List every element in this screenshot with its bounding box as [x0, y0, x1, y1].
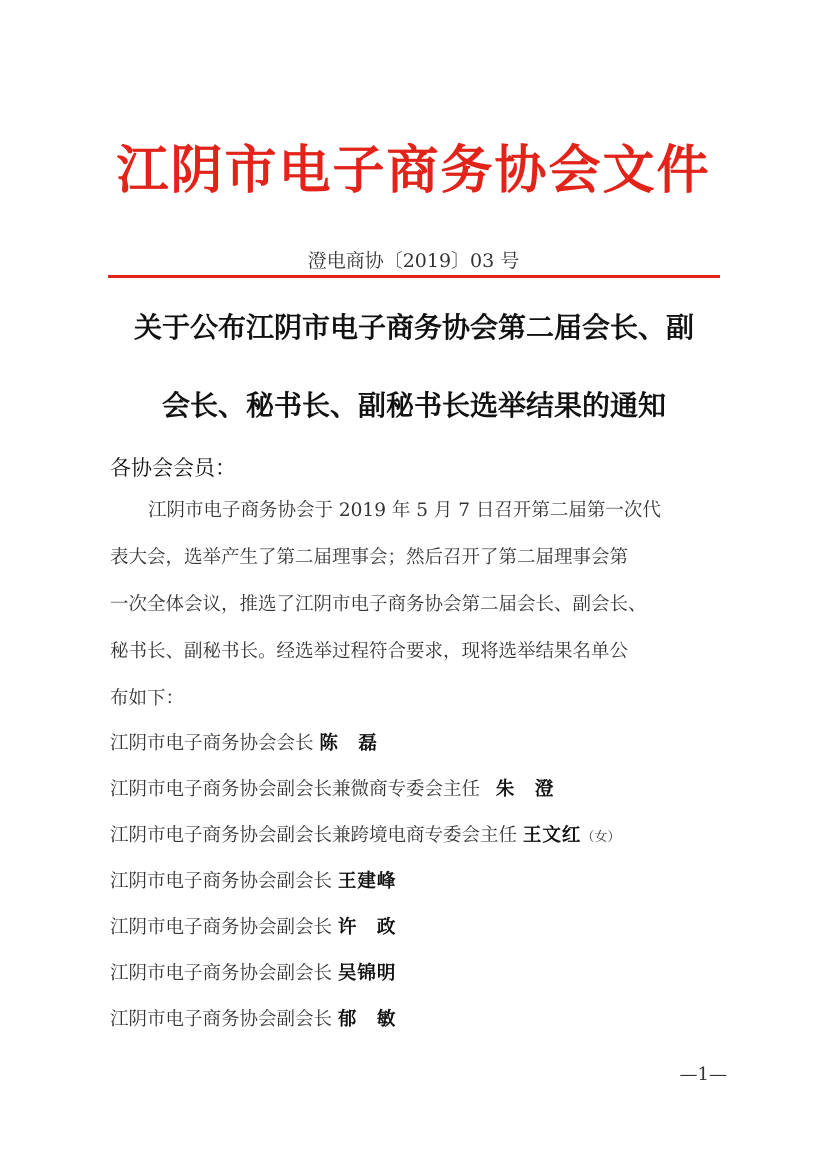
body-paragraph-line: 江阴市电子商务协会于 2019 年 5 月 7 日召开第二届第一次代 [148, 500, 661, 521]
officer-note: （女） [581, 830, 621, 845]
officer-name: 王文红 [522, 825, 582, 846]
body-paragraph-line: 秘书长、副秘书长。经选举过程符合要求，现将选举结果名单公 [110, 641, 629, 662]
body-paragraph-line: 布如下： [110, 688, 185, 709]
body-paragraph-line: 一次全体会议，推选了江阴市电子商务协会第二届会长、副会长、 [110, 594, 647, 615]
notice-title-line-2: 会长、秘书长、副秘书长选举结果的通知 [161, 389, 666, 422]
officer-role: 江阴市电子商务协会副会长 [110, 963, 333, 984]
notice-title-line-1: 关于公布江阴市电子商务协会第二届会长、副 [133, 311, 694, 344]
officer-list-item [110, 775, 554, 801]
officer-name: 王建峰 [337, 871, 397, 892]
page-number: —1— [679, 1064, 727, 1085]
officer-role: 江阴市电子商务协会副会长 [110, 1009, 333, 1030]
red-divider-line [108, 275, 720, 278]
officer-list-item [110, 913, 396, 939]
officer-list-item [110, 1005, 396, 1031]
officer-role: 江阴市电子商务协会会长 [110, 733, 314, 754]
officer-list-item [110, 867, 396, 893]
officer-name: 朱 澄 [495, 779, 555, 800]
officer-list-item [110, 729, 378, 755]
officer-role: 江阴市电子商务协会副会长兼微商专委会主任 [110, 779, 481, 800]
officer-role: 江阴市电子商务协会副会长 [110, 871, 333, 892]
officer-name: 许 政 [337, 917, 397, 938]
officer-name: 吴锦明 [337, 963, 397, 984]
officer-list-item [110, 959, 396, 985]
officer-role: 江阴市电子商务协会副会长兼跨境电商专委会主任 [110, 825, 518, 846]
document-header-title: 江阴市电子商务协会文件 [116, 140, 711, 201]
officer-name: 陈 磊 [319, 733, 378, 754]
salutation: 各协会会员： [110, 456, 236, 480]
officer-name: 郁 敏 [337, 1009, 397, 1030]
officer-list-item [110, 821, 620, 847]
body-paragraph-line: 表大会，选举产生了第二届理事会；然后召开了第二届理事会第 [110, 547, 629, 568]
document-number: 澄电商协〔2019〕03 号 [307, 250, 520, 272]
officer-role: 江阴市电子商务协会副会长 [110, 917, 333, 938]
